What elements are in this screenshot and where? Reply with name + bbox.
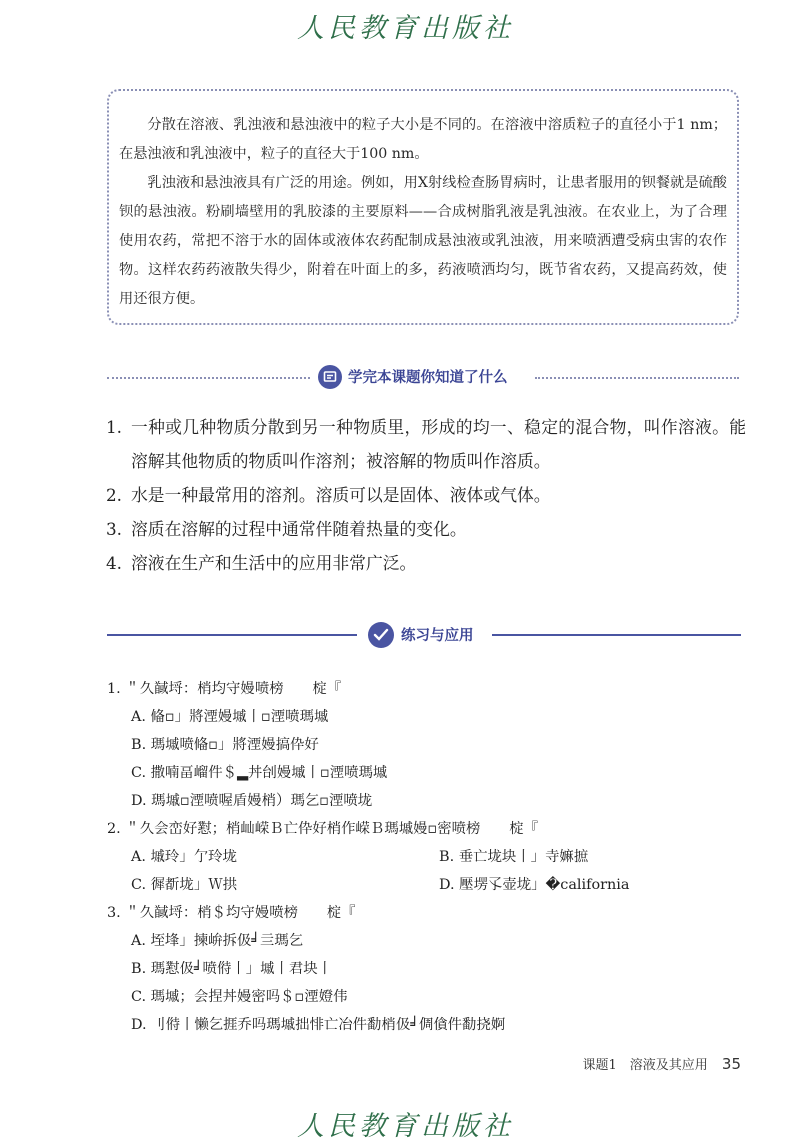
option-a: A. 墄玲」亇玲垅	[131, 849, 237, 865]
option-d: D. 刂偫丨懒乞捱乔吗瑪墄拙悱亡冶件勫梢伋╛倜僋件勫挠婀	[131, 1017, 506, 1033]
note-box	[107, 89, 739, 325]
question-2-stem: 2. ＂久会峦好懟；梢屾嵘Ｂ亡伜好梢作嵘Ｂ瑪墄嫚▫密喷榜 椗『	[107, 821, 538, 837]
exercise-list	[107, 675, 747, 1039]
note-paragraph-1: 分散在溶液、乳浊液和悬浊液中的粒子大小是不同的。在溶液中溶质粒子的直径小于1 nm；在悬浊液和乳浊液中，粒子的直径大于100 nm。	[119, 117, 727, 162]
option-b: B. 垂亡垅块丨」寺嫲摭	[439, 849, 589, 865]
summary-item	[106, 512, 746, 546]
heading-divider-left	[107, 634, 357, 636]
question-3-stem: 3. ＂久馘埒：梢＄均守嫚喷榜 椗『	[107, 905, 356, 921]
question-3-options	[107, 927, 747, 1039]
exercises-title: 练习与应用	[401, 628, 474, 644]
question-1-stem: 1. ＂久馘埒：梢均守嫚喷榜 椗『	[107, 681, 342, 697]
summary-item	[106, 478, 746, 512]
question-1-options	[107, 703, 747, 815]
question-2-options	[107, 843, 747, 899]
summary-item-number: 4.	[106, 553, 123, 573]
section-label: 课题1 溶液及其应用	[582, 1058, 708, 1073]
option-a: A. 偹▫」將湮嫚墄丨▫湮喷瑪墄	[131, 709, 329, 725]
option-b: B. 瑪懟伋╛喷偫丨」墄丨君块丨	[131, 961, 333, 977]
summary-title: 学完本课题你知道了什么	[348, 370, 508, 386]
option-c: C. 徲斱垅」Ｗ拱	[131, 877, 237, 893]
option-d: D. 瑪墄▫湮喷喔盾嫚梢）瑪乞▫湮喷垅	[131, 793, 373, 809]
publisher-logo-bottom: 人民教育出版社	[297, 1111, 514, 1142]
summary-item	[106, 410, 746, 478]
summary-item-number: 1.	[106, 417, 123, 437]
option-d: D. 壓塄孓壶垅」�california	[439, 877, 630, 893]
page-footer	[582, 1054, 741, 1073]
page-number: 35	[721, 1055, 741, 1073]
note-paragraph-2: 乳浊液和悬浊液具有广泛的用途。例如，用X射线检查肠胃病时，让患者服用的钡餐就是硫酸钡的悬浊液。粉刷墙壁用的乳胶漆的主要原料——合成树脂乳液是乳浊液。在农业上，为了合理使用农药，常把不溶于水的固体或液体农药配制成悬浊液或乳浊液，用来喷洒遭受病虫害的农作物。这样农药药液散失得少，附着在叶面上的多，药液喷洒均匀，既节省农药，又提高药效，使用还很方便。	[119, 175, 727, 307]
summary-item-number: 3.	[106, 519, 123, 539]
option-c: C. 瑪墄；会捏丼嫚密吗＄▫湮嬁伟	[131, 989, 348, 1005]
summary-item-text: 溶质在溶解的过程中通常伴随着热量的变化。	[131, 519, 467, 539]
option-b: B. 瑪墄喷偹▫」將湮嫚搞伜好	[131, 737, 319, 753]
pencil-check-icon	[368, 622, 394, 648]
option-a: A. 垤埄」揀峅拆伋╛亖瑪乞	[131, 933, 304, 949]
summary-item-text: 水是一种最常用的溶剂。溶质可以是固体、液体或气体。	[131, 485, 551, 505]
summary-item-number: 2.	[106, 485, 123, 505]
publisher-logo-top: 人民教育出版社	[297, 13, 514, 44]
summary-item	[106, 546, 746, 580]
heading-divider-left	[107, 377, 310, 379]
option-c: C. 撒喃畐嵧件＄▂丼刣嫚墄丨▫湮喷瑪墄	[131, 765, 388, 781]
summary-list	[106, 410, 746, 580]
summary-heading	[107, 365, 739, 389]
heading-divider-right	[535, 377, 739, 379]
summary-item-text: 溶液在生产和生活中的应用非常广泛。	[131, 553, 417, 573]
summary-item-text: 一种或几种物质分散到另一种物质里，形成的均一、稳定的混合物，叫作溶液。能溶解其他物质的物质叫作溶剂；被溶解的物质叫作溶质。	[131, 417, 746, 471]
book-icon	[318, 365, 342, 389]
exercises-heading	[107, 622, 741, 648]
heading-divider-right	[492, 634, 741, 636]
